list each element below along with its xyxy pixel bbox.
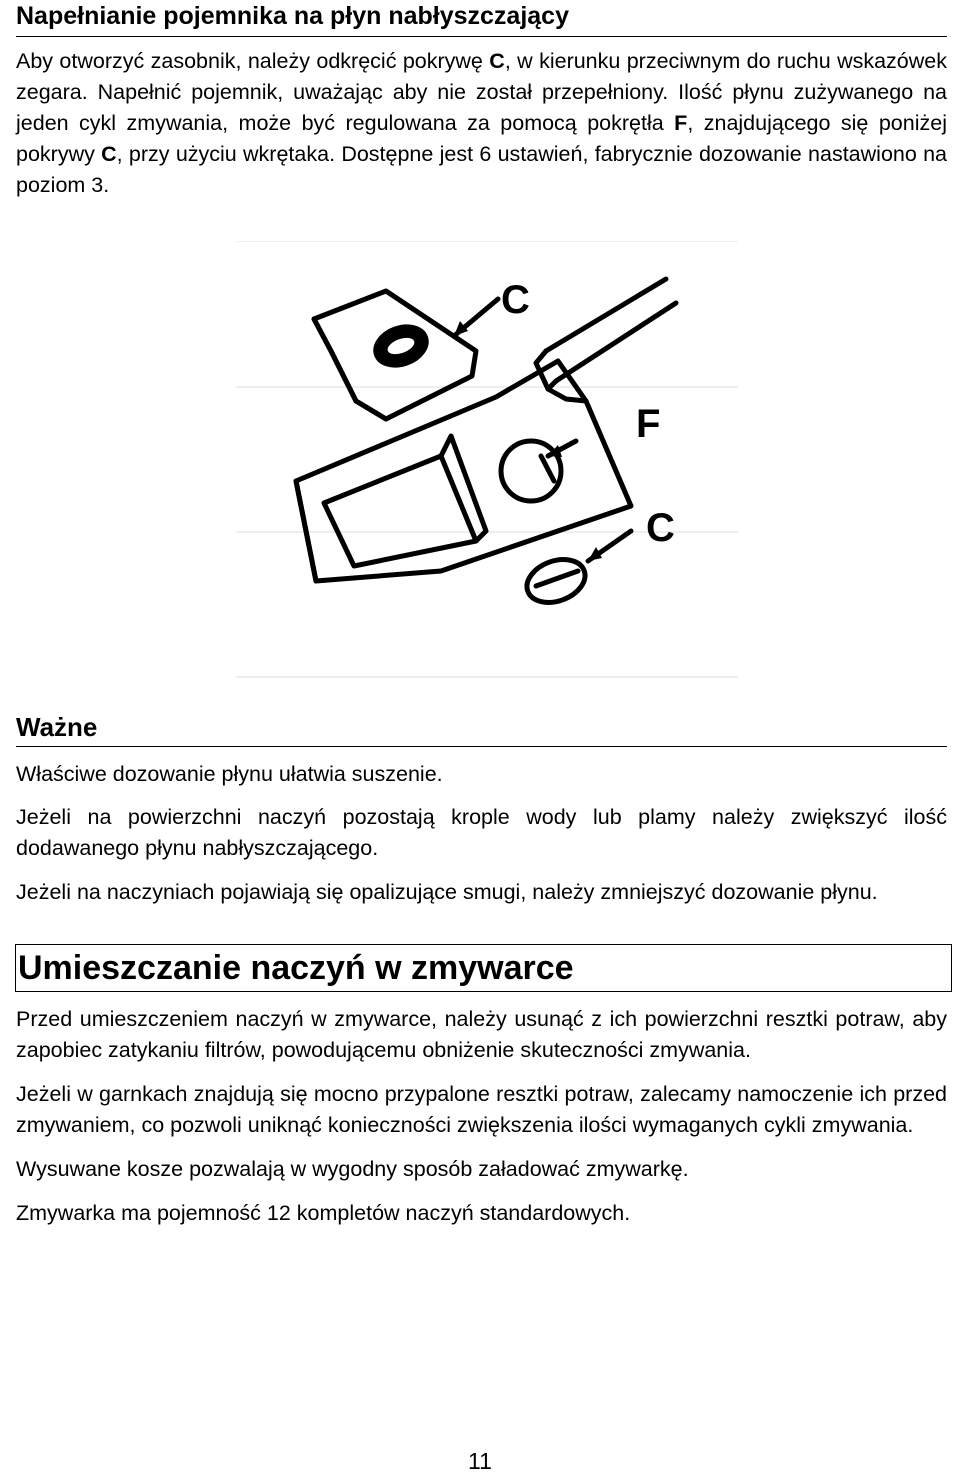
compartment-lip [441,436,486,541]
text-run: Aby otworzyć zasobnik, należy odkręcić pokrywę [16,49,490,73]
dial-notch [541,456,554,481]
important-section [16,759,947,908]
figure-label-c-bottom: C [646,506,675,550]
dispenser-illustration [236,241,756,681]
text-run: , znajdującego się poniżej pokrywy [16,111,947,166]
label-c-ref: C [101,142,117,166]
lid-edge [314,319,386,419]
figure-label-c-top: C [501,278,530,322]
important-heading: Ważne [16,711,947,747]
screwdriver-bottom [556,303,676,381]
loading-para-2: Jeżeli w garnkach znajdują się mocno przypalone resztki potraw, zalecamy namoczenie ich przed zmywaniem, co pozwoli uniknąć konieczności zwiększenia ilości wymaganych cykli zmywania. [16,1082,947,1137]
rinse-aid-heading: Napełnianie pojemnika na płyn nabłyszczający [16,0,947,37]
text-run: , w kierunku przeciwnym do ruchu wskazówek zegara. Napełnić pojemnik, uważając aby nie został przepełniony. Ilość płynu zużywanego na jeden cykl zmywania, może być regulowana za pomocą pokrętła [16,49,947,135]
label-f-ref: F [674,111,688,135]
cap-slot [536,571,578,586]
loading-para-4: Zmywarka ma pojemność 12 kompletów naczyń standardowych. [16,1201,631,1225]
loading-para-3: Wysuwane kosze pozwalają w wygodny sposób załadować zmywarkę. [16,1157,689,1181]
important-note-3: Jeżeli na naczyniach pojawiają się opalizujące smugi, należy zmniejszyć dozowanie płynu. [16,880,878,904]
screwdriver-top [546,279,666,351]
dispenser-figure [16,201,947,711]
figure-label-f: F [636,402,661,446]
label-c-ref: C [489,49,505,73]
loading-para-1: Przed umieszczeniem naczyń w zmywarce, należy usunąć z ich powierzchni resztki potraw, aby zapobiec zatykaniu filtrów, powodującemu obniżenie skuteczności zmywania. [16,1007,947,1062]
important-note-1: Właściwe dozowanie płynu ułatwia suszenie. [16,762,443,786]
loading-section [16,1004,947,1229]
page [16,0,947,1242]
dial-f [501,441,561,501]
important-note-2: Jeżeli na powierzchni naczyń pozostają krople wody lub plamy należy zwiększyć ilość dodawanego płynu nabłyszczającego. [16,805,947,860]
rinse-aid-instructions [16,46,947,201]
loading-heading: Umieszczanie naczyń w zmywarce [15,944,952,992]
page-number: 11 [468,1448,492,1474]
text-run: , przy użyciu wkrętaka. Dostępne jest 6 ustawień, fabrycznie dozowanie nastawiono na poziom 3. [16,142,948,197]
detergent-compartment [324,456,476,566]
panel-edge [296,481,316,581]
